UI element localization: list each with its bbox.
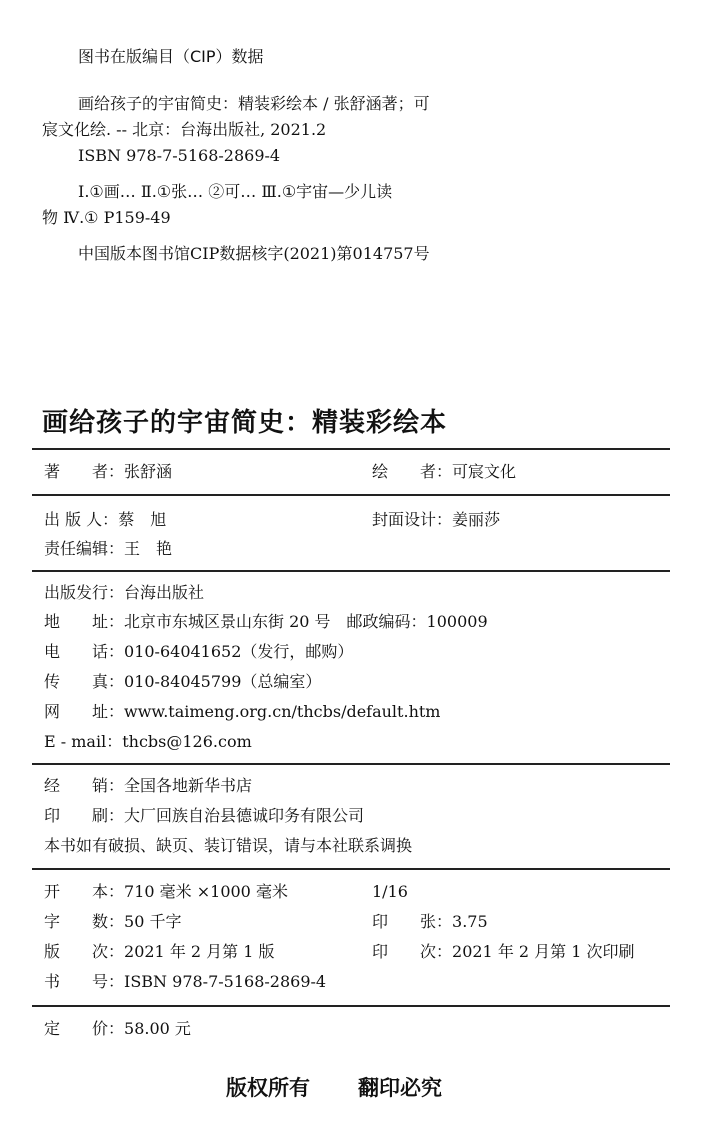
phone-value: 010-64041652（发行，邮购） [124, 642, 354, 661]
cover-design-label: 封面设计： [372, 510, 453, 529]
printer-row [44, 806, 364, 826]
illustrator-value: 可宸文化 [452, 462, 517, 481]
divider [32, 494, 670, 496]
format-row [44, 882, 288, 902]
price-row [44, 1019, 191, 1039]
cover-design-row [372, 510, 500, 530]
printing-value: 2021 年 2 月第 1 次印刷 [452, 942, 635, 961]
isbn-label: 书 号： [44, 972, 125, 991]
phone-row [44, 642, 353, 662]
address-value: 北京市东城区景山东街 20 号 邮政编码：100009 [124, 612, 488, 631]
piracy-warning-text: 翻印必究 [358, 1076, 442, 1100]
word-count-label: 字 数： [44, 912, 125, 931]
distributor-label: 经 销： [44, 776, 125, 795]
email-label: E - mail： [44, 732, 123, 751]
editor-row [44, 539, 172, 559]
printing-row [372, 942, 635, 962]
distributor-value: 全国各地新华书店 [124, 776, 253, 795]
cip-line: 宸文化绘. -- 北京：台海出版社, 2021.2 [42, 120, 327, 139]
divider [32, 1005, 670, 1007]
cip-line: ISBN 978-7-5168-2869-4 [78, 146, 281, 165]
editor-label: 责任编辑： [44, 539, 125, 558]
illustrator-row [372, 462, 516, 482]
cover-design-value: 姜丽莎 [452, 510, 501, 529]
price-label: 定 价： [44, 1019, 125, 1038]
printing-label: 印 次： [372, 942, 453, 961]
cip-line: 中国版本图书馆CIP数据核字(2021)第014757号 [78, 244, 430, 263]
cip-line: 物 Ⅳ.① P159-49 [42, 208, 171, 227]
cip-heading: 图书在版编目（CIP）数据 [78, 47, 264, 66]
word-count-value: 50 千字 [124, 912, 182, 931]
price-value: 58.00 元 [124, 1019, 191, 1038]
sheets-label: 印 张： [372, 912, 453, 931]
address-row [44, 612, 488, 632]
copyright-footer [226, 1072, 442, 1102]
cip-line: 画给孩子的宇宙简史：精装彩绘本 / 张舒涵著；可 [78, 94, 430, 113]
distributor-row [44, 776, 252, 796]
website-value: www.taimeng.org.cn/thcbs/default.htm [124, 702, 441, 721]
format-value: 710 毫米 ×1000 毫米 [124, 882, 288, 901]
divider [32, 868, 670, 870]
word-count-row [44, 912, 181, 932]
phone-label: 电 话： [44, 642, 125, 661]
email-row [44, 732, 252, 752]
address-label: 地 址： [44, 612, 125, 631]
divider [32, 448, 670, 450]
edition-row [44, 942, 275, 962]
isbn-value: ISBN 978-7-5168-2869-4 [124, 972, 327, 991]
issuer-label: 出版发行： [44, 583, 125, 602]
copyright-text: 版权所有 [226, 1076, 310, 1100]
book-title: 画给孩子的宇宙简史：精装彩绘本 [42, 408, 448, 438]
author-row [44, 462, 172, 482]
divider [32, 570, 670, 572]
publisher-person-value: 蔡 旭 [118, 510, 167, 529]
website-row [44, 702, 440, 722]
issuer-row [44, 583, 204, 603]
cip-line: Ⅰ.①画… Ⅱ.①张… ②可… Ⅲ.①宇宙—少儿读 [78, 182, 393, 201]
publisher-person-label: 出 版 人： [44, 510, 119, 529]
illustrator-label: 绘 者： [372, 462, 453, 481]
printer-label: 印 刷： [44, 806, 125, 825]
email-value: thcbs@126.com [122, 732, 252, 751]
author-label: 著 者： [44, 462, 125, 481]
fax-value: 010-84045799（总编室） [124, 672, 322, 691]
edition-value: 2021 年 2 月第 1 版 [124, 942, 275, 961]
divider [32, 763, 670, 765]
sheets-row [372, 912, 488, 932]
format-fraction: 1/16 [372, 882, 408, 901]
isbn-row [44, 972, 326, 992]
website-label: 网 址： [44, 702, 125, 721]
fax-row [44, 672, 321, 692]
sheets-value: 3.75 [452, 912, 488, 931]
defect-notice: 本书如有破损、缺页、装订错误，请与本社联系调换 [44, 836, 413, 855]
printer-value: 大厂回族自治县德诚印务有限公司 [124, 806, 365, 825]
issuer-value: 台海出版社 [124, 583, 205, 602]
editor-value: 王 艳 [124, 539, 173, 558]
format-label: 开 本： [44, 882, 125, 901]
author-value: 张舒涵 [124, 462, 173, 481]
publisher-person-row [44, 510, 166, 530]
fax-label: 传 真： [44, 672, 125, 691]
edition-label: 版 次： [44, 942, 125, 961]
